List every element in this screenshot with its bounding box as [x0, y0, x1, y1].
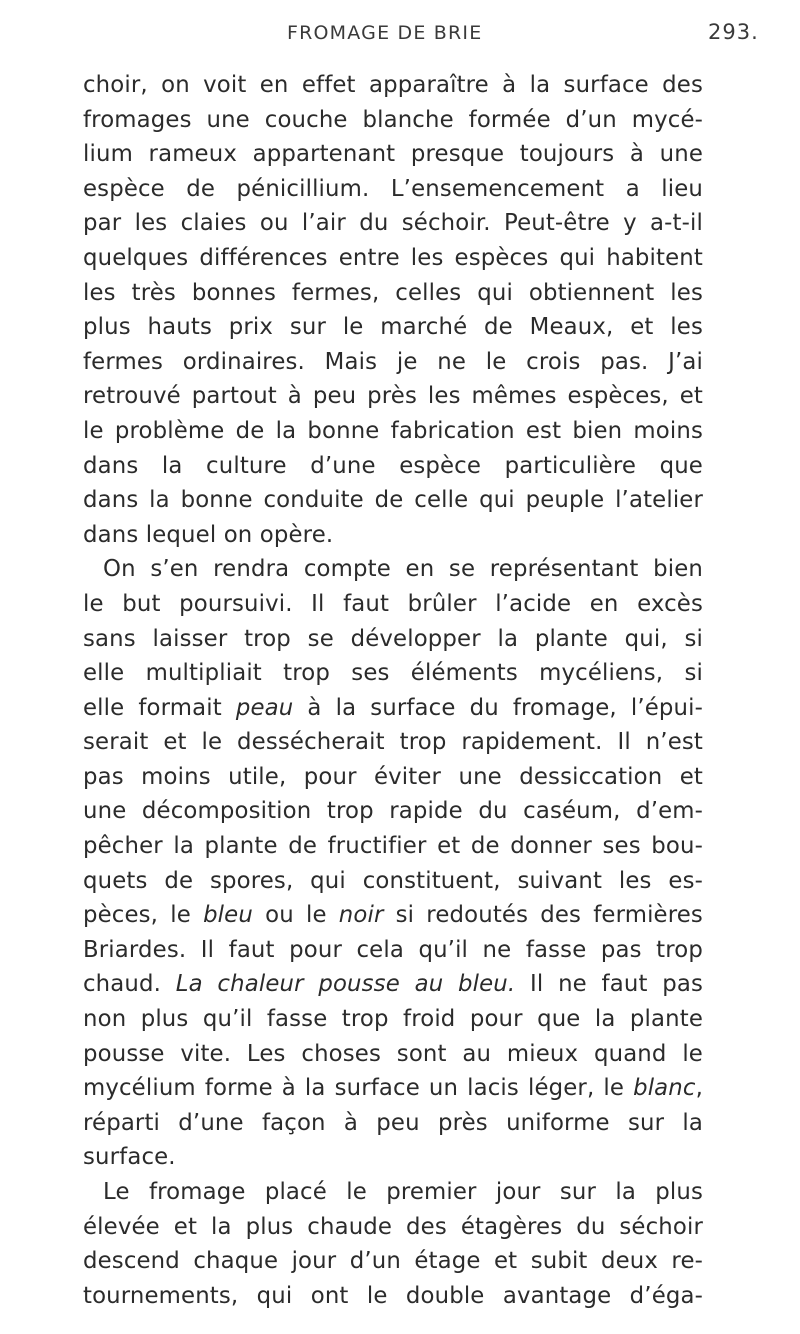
text-segment: ,	[695, 1075, 703, 1102]
page-number: 293.	[708, 20, 759, 44]
text-line: pousse vite. Les choses sont au mieux quand le	[83, 1040, 703, 1067]
text-segment: pèces, le	[83, 902, 191, 929]
text-segment: mycélium forme à la surface un lacis léger, le	[83, 1075, 625, 1102]
text-line: Le fromage placé le premier jour sur la plus	[103, 1179, 703, 1205]
text-line: réparti d’une façon à peu près uniforme sur la	[83, 1109, 703, 1136]
text-line: plus hauts prix sur le marché de Meaux, et les	[83, 314, 703, 341]
text-line: par les claies ou l’air du séchoir. Peut-être y a-t-il	[83, 210, 703, 237]
text-line	[83, 967, 703, 1002]
italic-word: blanc	[633, 1075, 696, 1102]
text-line: une décomposition trop rapide du caséum, d’em-	[83, 798, 703, 825]
text-line: pêcher la plante de fructifier et de donner ses bou-	[83, 833, 703, 860]
italic-phrase: La chaleur pousse au bleu.	[175, 971, 516, 998]
text-line: Briardes. Il faut pour cela qu’il ne fasse pas trop	[83, 936, 703, 963]
running-head	[0, 18, 800, 58]
text-line: les très bonnes fermes, celles qui obtiennent les	[83, 279, 703, 306]
text-line: fromages une couche blanche formée d’un mycé-	[83, 106, 703, 133]
text-line: serait et le dessécherait trop rapidement. Il n’est	[83, 729, 703, 756]
text-segment: Il ne faut pas	[530, 971, 704, 998]
italic-word: noir	[338, 902, 384, 929]
text-line: le but poursuivi. Il faut brûler l’acide en excès	[83, 590, 703, 617]
text-line: surface.	[83, 1144, 176, 1171]
text-line: quelques différences entre les espèces qui habitent	[83, 244, 703, 271]
text-line: tournements, qui ont le double avantage d’éga-	[83, 1282, 703, 1309]
text-line: élevée et la plus chaude des étagères du séchoir	[83, 1213, 703, 1240]
text-line: elle multipliait trop ses éléments mycéliens, si	[83, 660, 703, 687]
text-line: fermes ordinaires. Mais je ne le crois pas. J’ai	[83, 348, 703, 375]
text-line: non plus qu’il fasse trop froid pour que la plante	[83, 1006, 703, 1033]
italic-word: bleu	[203, 902, 253, 929]
text-line	[83, 691, 703, 726]
text-line: espèce de pénicillium. L’ensemencement a lieu	[83, 175, 703, 202]
text-line: dans la culture d’une espèce particulière que	[83, 452, 703, 479]
text-line: sans laisser trop se développer la plante qui, si	[83, 625, 703, 652]
text-line: descend chaque jour d’un étage et subit deux re-	[83, 1248, 703, 1275]
text-line	[83, 1071, 703, 1106]
text-segment: elle formait	[83, 694, 222, 721]
text-segment: si redoutés des fermières	[395, 902, 703, 929]
text-line: choir, on voit en effet apparaître à la surface des	[83, 72, 703, 98]
text-line: lium rameux appartenant presque toujours à une	[83, 141, 703, 168]
running-title: FROMAGE DE BRIE	[287, 22, 483, 44]
body-text	[83, 68, 703, 1313]
text-line: quets de spores, qui constituent, suivant les es-	[83, 867, 703, 894]
text-segment: ou le	[265, 902, 327, 929]
text-line: retrouvé partout à peu près les mêmes espèces, et	[83, 383, 703, 410]
text-segment: chaud.	[83, 971, 162, 998]
text-line	[83, 898, 703, 933]
text-line: On s’en rendra compte en se représentant bien	[103, 556, 703, 583]
text-line: dans la bonne conduite de celle qui peuple l’atelier	[83, 487, 703, 514]
text-line: le problème de la bonne fabrication est bien moins	[83, 417, 703, 444]
italic-word: peau	[235, 694, 294, 721]
text-line: dans lequel on opère.	[83, 521, 334, 548]
text-line: pas moins utile, pour éviter une dessiccation et	[83, 763, 703, 790]
text-segment: à la surface du fromage, l’épui-	[307, 694, 703, 721]
